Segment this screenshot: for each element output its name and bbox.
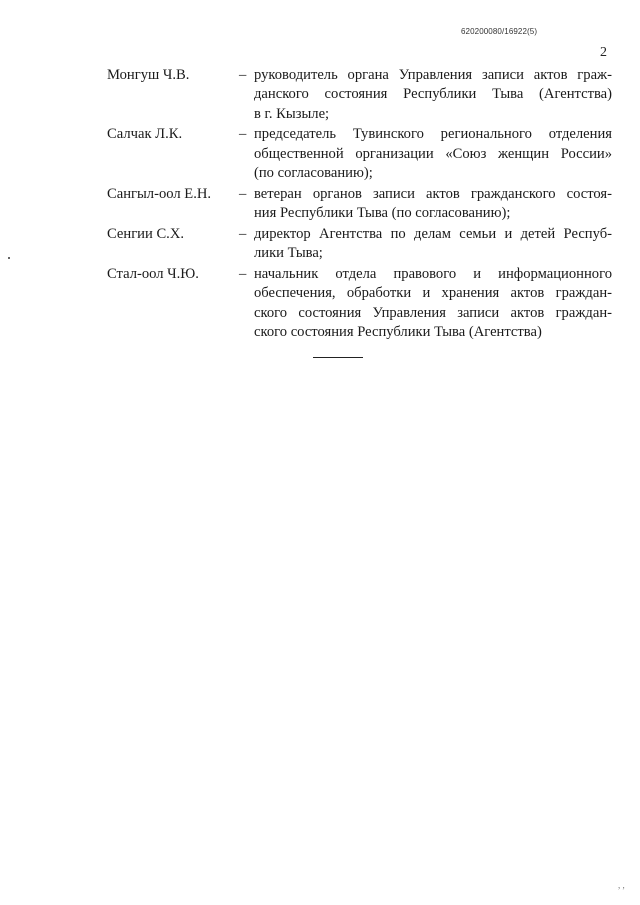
member-row <box>107 225 612 264</box>
member-name: Салчак Л.К. <box>107 126 183 143</box>
dash-separator: – <box>239 67 247 83</box>
member-role-line: (по согласованию); <box>254 165 373 182</box>
member-role <box>254 265 612 343</box>
end-of-list-rule <box>313 357 363 358</box>
member-role <box>254 185 612 224</box>
member-role-line: директор Агентства по делам семьи и детей Респуб- <box>254 225 612 242</box>
corner-scan-mark: , , <box>618 880 625 890</box>
member-name: Сенгии С.Х. <box>107 225 185 242</box>
page-number: 2 <box>600 45 607 60</box>
member-row <box>107 185 612 224</box>
member-role-line: общественной организации «Союз женщин России» <box>254 145 612 162</box>
member-role-line: ветеран органов записи актов гражданского состоя- <box>254 185 612 202</box>
document-registration-number: 620200080/16922(5) <box>461 27 538 36</box>
commission-members-list <box>107 66 612 344</box>
member-row <box>107 66 612 124</box>
dash-separator: – <box>239 225 247 242</box>
member-role-line: ского состояния Республики Тыва (Агентства) <box>254 324 542 341</box>
dash-separator: – <box>239 185 247 202</box>
member-role-line: ния Республики Тыва (по согласованию); <box>254 205 511 222</box>
member-name: Монгуш Ч.В. <box>107 67 190 83</box>
member-role-line: ского состояния Управления записи актов граждан- <box>254 304 612 321</box>
dash-separator: – <box>239 265 247 282</box>
member-role-line: руководитель органа Управления записи актов граж- <box>254 67 612 83</box>
member-role <box>254 225 612 264</box>
dash-separator: – <box>239 126 247 143</box>
member-role <box>254 66 612 124</box>
member-role-line: данского состояния Республики Тыва (Агентства) <box>254 86 612 103</box>
member-role-line: лики Тыва; <box>254 245 323 262</box>
member-role-line: в г. Кызыле; <box>254 105 330 122</box>
member-role-line: председатель Тувинского регионального отделения <box>254 126 612 143</box>
member-name: Сангыл-оол Е.Н. <box>107 185 212 202</box>
member-row <box>107 125 612 183</box>
scan-speck <box>8 257 10 259</box>
member-name: Стал-оол Ч.Ю. <box>107 265 199 282</box>
member-role-line: обеспечения, обработки и хранения актов граждан- <box>254 285 612 302</box>
member-role <box>254 125 612 183</box>
member-role-line: начальник отдела правового и информационного <box>254 265 612 282</box>
member-row <box>107 265 612 343</box>
